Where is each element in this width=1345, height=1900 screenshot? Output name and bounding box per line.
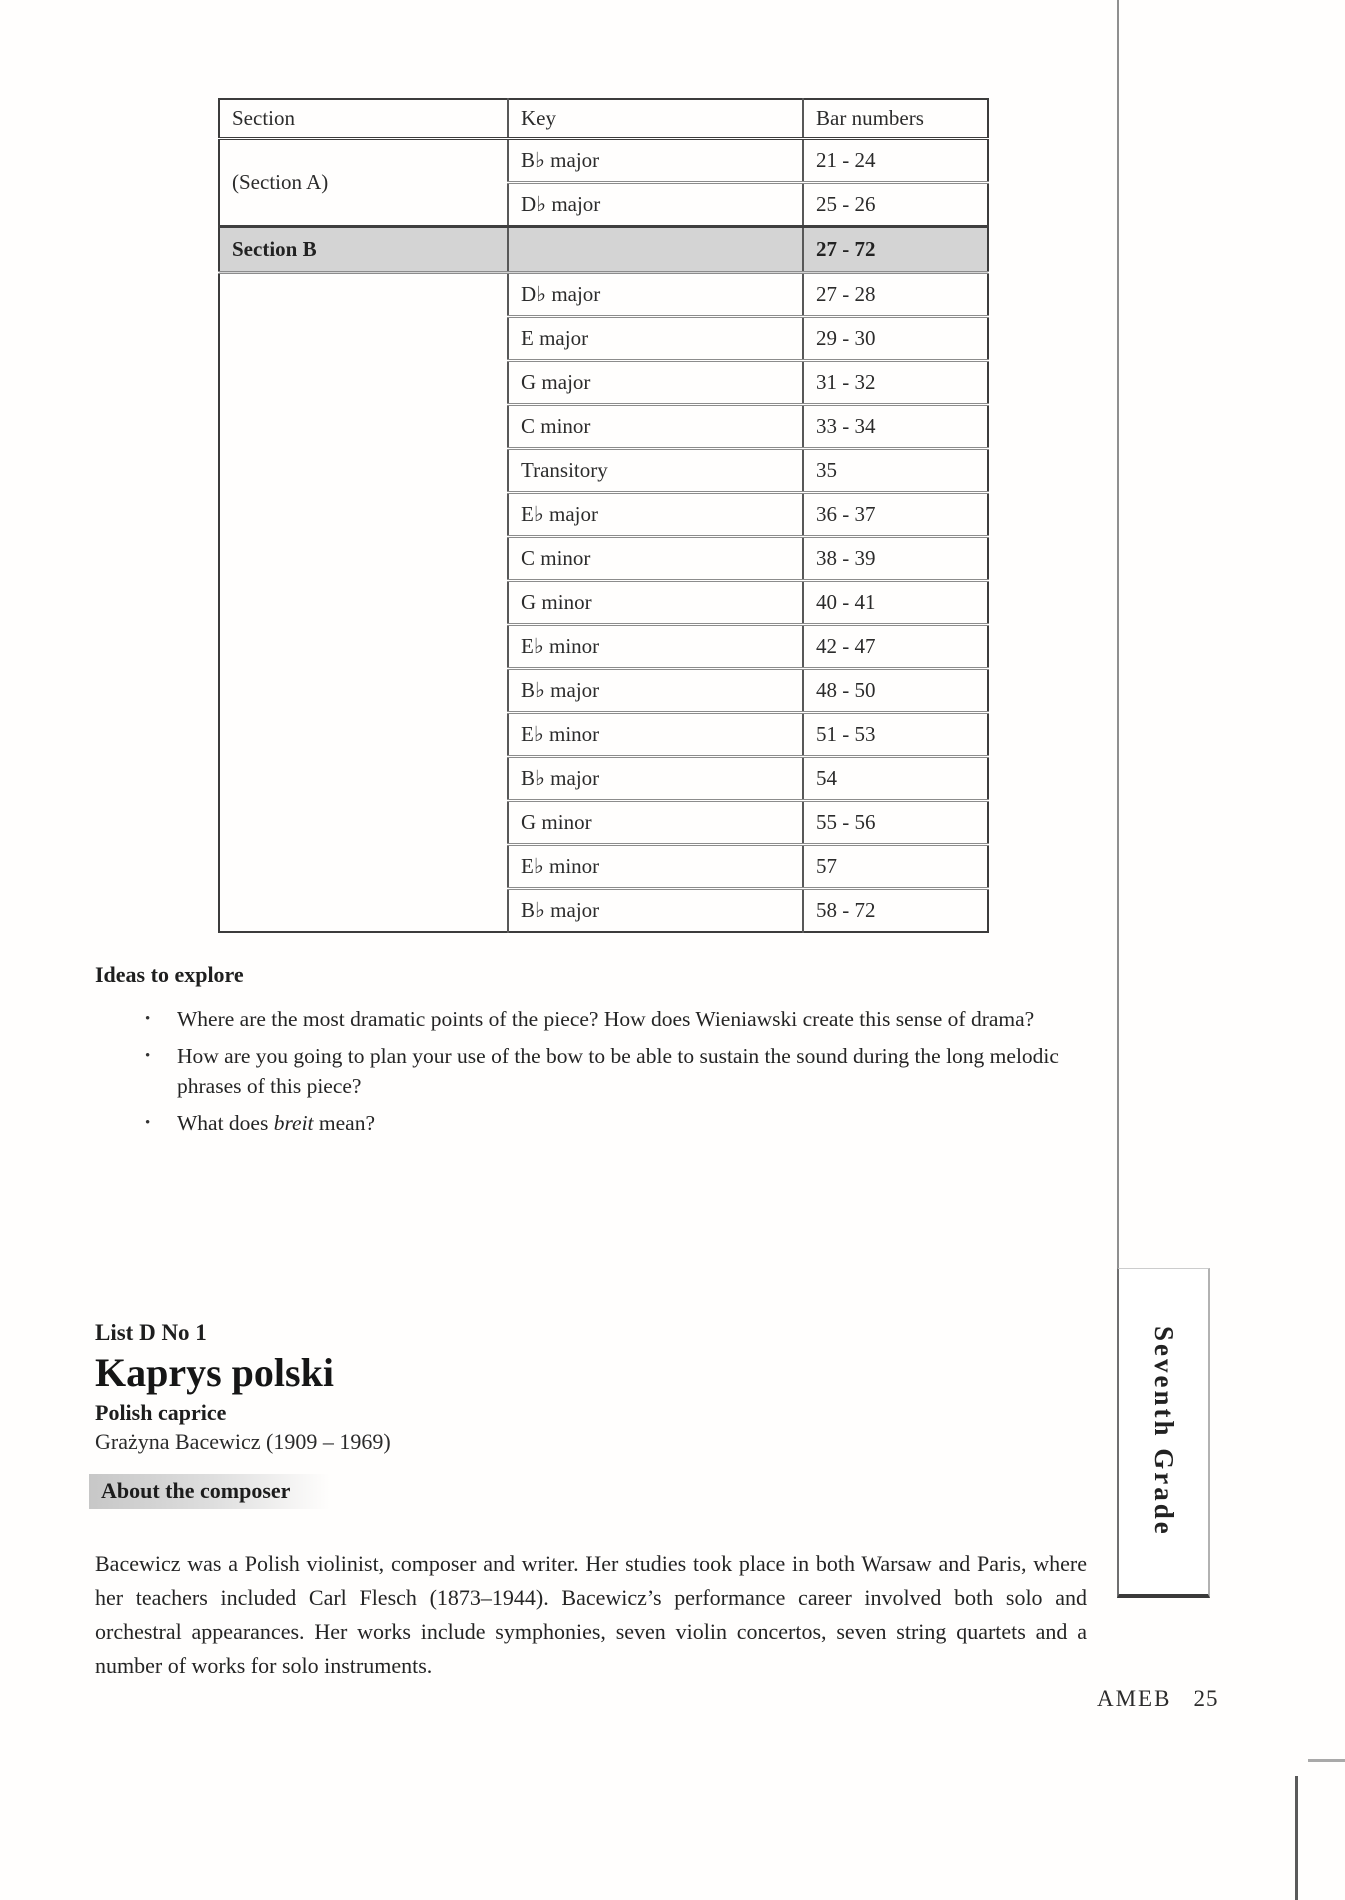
key-cell: G major [508,361,803,405]
page-number: 25 [1193,1686,1219,1711]
bars-cell: 55 - 56 [803,801,988,845]
bars-cell: 48 - 50 [803,669,988,713]
ideas-bullet-list [95,1004,1090,1138]
key-cell: E♭ major [508,493,803,537]
table-row [219,273,988,317]
list-item [95,1108,1090,1138]
section-b-cell: Section B [219,227,508,273]
sidebar-vertical-rule [1117,0,1119,1268]
bullet-text: How are you going to plan your use of the bow to be able to sustain the sound during the long melodic phrases of this piece? [177,1044,1059,1098]
ideas-to-explore-section [95,962,1090,1145]
key-cell: B♭ major [508,669,803,713]
key-cell: B♭ major [508,889,803,933]
key-cell: E major [508,317,803,361]
key-cell: C minor [508,537,803,581]
piece-section [95,1320,1090,1683]
bars-cell: 35 [803,449,988,493]
piece-subtitle: Polish caprice [95,1400,227,1425]
bullet-icon: • [145,1048,151,1064]
column-header-key: Key [508,99,803,139]
key-cell: B♭ major [508,757,803,801]
bars-cell: 27 - 72 [803,227,988,273]
page-footer [1097,1686,1218,1712]
section-a-cell: (Section A) [219,139,508,227]
about-composer-heading: About the composer [89,1474,363,1509]
page-edge-vertical-mark [1295,1776,1298,1900]
key-cell: E♭ minor [508,845,803,889]
composer-name: Grażyna Bacewicz (1909 – 1969) [95,1429,391,1454]
key-cell: E♭ minor [508,625,803,669]
bars-cell: 31 - 32 [803,361,988,405]
page-edge-horizontal-mark [1308,1759,1345,1762]
bars-cell: 42 - 47 [803,625,988,669]
table-header-row [219,99,988,139]
list-item [95,1004,1090,1034]
key-cell: G minor [508,801,803,845]
bars-cell: 25 - 26 [803,183,988,227]
key-cell: E♭ minor [508,713,803,757]
grade-label: Seventh Grade [1149,1326,1179,1537]
key-cell: Transitory [508,449,803,493]
bullet-text: Where are the most dramatic points of the piece? How does Wieniawski create this sense of drama? [177,1007,1035,1031]
bullet-text [177,1108,1090,1138]
key-cell: D♭ major [508,273,803,317]
column-header-bars: Bar numbers [803,99,988,139]
bars-cell: 21 - 24 [803,139,988,183]
section-b-span-cell [219,273,508,933]
bullet-text-italic: breit [273,1111,314,1135]
bars-cell: 27 - 28 [803,273,988,317]
table-row [219,139,988,183]
bars-cell: 58 - 72 [803,889,988,933]
bullet-icon: • [145,1011,151,1027]
bars-cell: 36 - 37 [803,493,988,537]
key-cell: G minor [508,581,803,625]
key-cell: B♭ major [508,139,803,183]
section-b-row [219,227,988,273]
bullet-icon: • [145,1115,151,1131]
bars-cell: 29 - 30 [803,317,988,361]
key-structure-table [218,98,989,933]
about-composer-paragraph: Bacewicz was a Polish violinist, composer and writer. Her studies took place in both Warsaw and Paris, where her teachers included Carl Flesch (1873–1944). Bacewicz’s performance career involved both solo and orchestral appearances. Her works include symphonies, seven violin concertos, seven string quartets and a number of works for solo instruments. [95,1551,1087,1678]
bullet-text-post: mean? [313,1111,376,1135]
bullet-text-pre: What does [177,1111,274,1135]
key-cell: C minor [508,405,803,449]
list-number-label: List D No 1 [95,1320,207,1345]
bars-cell: 38 - 39 [803,537,988,581]
piece-title: Kaprys polski [95,1350,334,1395]
list-item [95,1041,1090,1101]
ideas-heading: Ideas to explore [95,962,244,987]
grade-tab [1117,1268,1210,1598]
bars-cell: 40 - 41 [803,581,988,625]
bars-cell: 57 [803,845,988,889]
bars-cell: 54 [803,757,988,801]
key-cell-empty [508,227,803,273]
column-header-section: Section [219,99,508,139]
bars-cell: 33 - 34 [803,405,988,449]
brand-label: AMEB [1097,1686,1172,1711]
bars-cell: 51 - 53 [803,713,988,757]
key-cell: D♭ major [508,183,803,227]
